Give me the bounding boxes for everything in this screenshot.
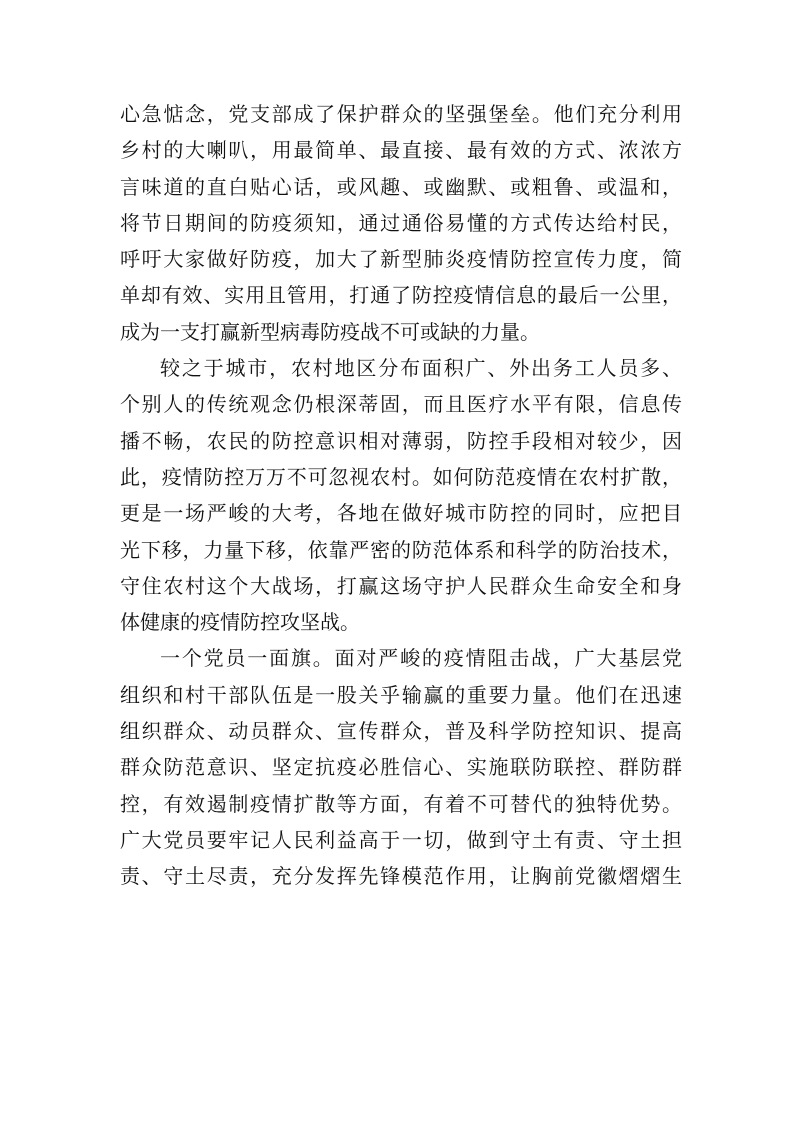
text-line: 体健康的疫情防控攻坚战。	[120, 610, 360, 635]
text-line: 个别人的传统观念仍根深蒂固，而且医疗水平有限，信息传	[120, 392, 682, 417]
text-line: 单却有效、实用且管用，打通了防控疫情信息的最后一公里，	[120, 283, 682, 308]
text-line: 组织和村干部队伍是一股关乎输赢的重要力量。他们在迅速	[120, 682, 682, 707]
text-line: 责、守土尽责，充分发挥先锋模范作用，让胸前党徽熠熠生	[120, 864, 682, 889]
text-line: 此，疫情防控万万不可忽视农村。如何防范疫情在农村扩散，	[120, 464, 682, 489]
paragraph-3	[120, 640, 682, 894]
text-line: 呼吁大家做好防疫，加大了新型肺炎疫情防控宣传力度，简	[120, 247, 682, 272]
text-line: 将节日期间的防疫须知，通过通俗易懂的方式传达给村民，	[120, 210, 682, 235]
document-body	[120, 96, 682, 895]
text-line: 言味道的直白贴心话，或风趣、或幽默、或粗鲁、或温和，	[120, 174, 682, 199]
text-line: 守住农村这个大战场，打赢这场守护人民群众生命安全和身	[120, 573, 682, 598]
text-line: 较之于城市，农村地区分布面积广、外出务工人员多、	[160, 356, 682, 381]
text-line: 光下移，力量下移，依靠严密的防范体系和科学的防治技术，	[120, 537, 682, 562]
text-line: 更是一场严峻的大考，各地在做好城市防控的同时，应把目	[120, 501, 682, 526]
text-line: 成为一支打赢新型病毒防疫战不可或缺的力量。	[120, 319, 540, 344]
paragraph-1	[120, 96, 682, 350]
text-line: 控，有效遏制疫情扩散等方面，有着不可替代的独特优势。	[120, 791, 682, 816]
text-line: 播不畅，农民的防控意识相对薄弱，防控手段相对较少，因	[120, 428, 682, 453]
text-line: 群众防范意识、坚定抗疫必胜信心、实施联防联控、群防群	[120, 755, 682, 780]
paragraph-2	[120, 350, 682, 640]
text-line: 乡村的大喇叭，用最简单、最直接、最有效的方式、浓浓方	[120, 138, 682, 163]
text-line: 组织群众、动员群众、宣传群众，普及科学防控知识、提高	[120, 719, 682, 744]
text-line: 广大党员要牢记人民利益高于一切，做到守土有责、守土担	[120, 827, 682, 852]
text-line: 一个党员一面旗。面对严峻的疫情阻击战，广大基层党	[160, 646, 682, 671]
text-line: 心急惦念，党支部成了保护群众的坚强堡垒。他们充分利用	[120, 102, 682, 126]
